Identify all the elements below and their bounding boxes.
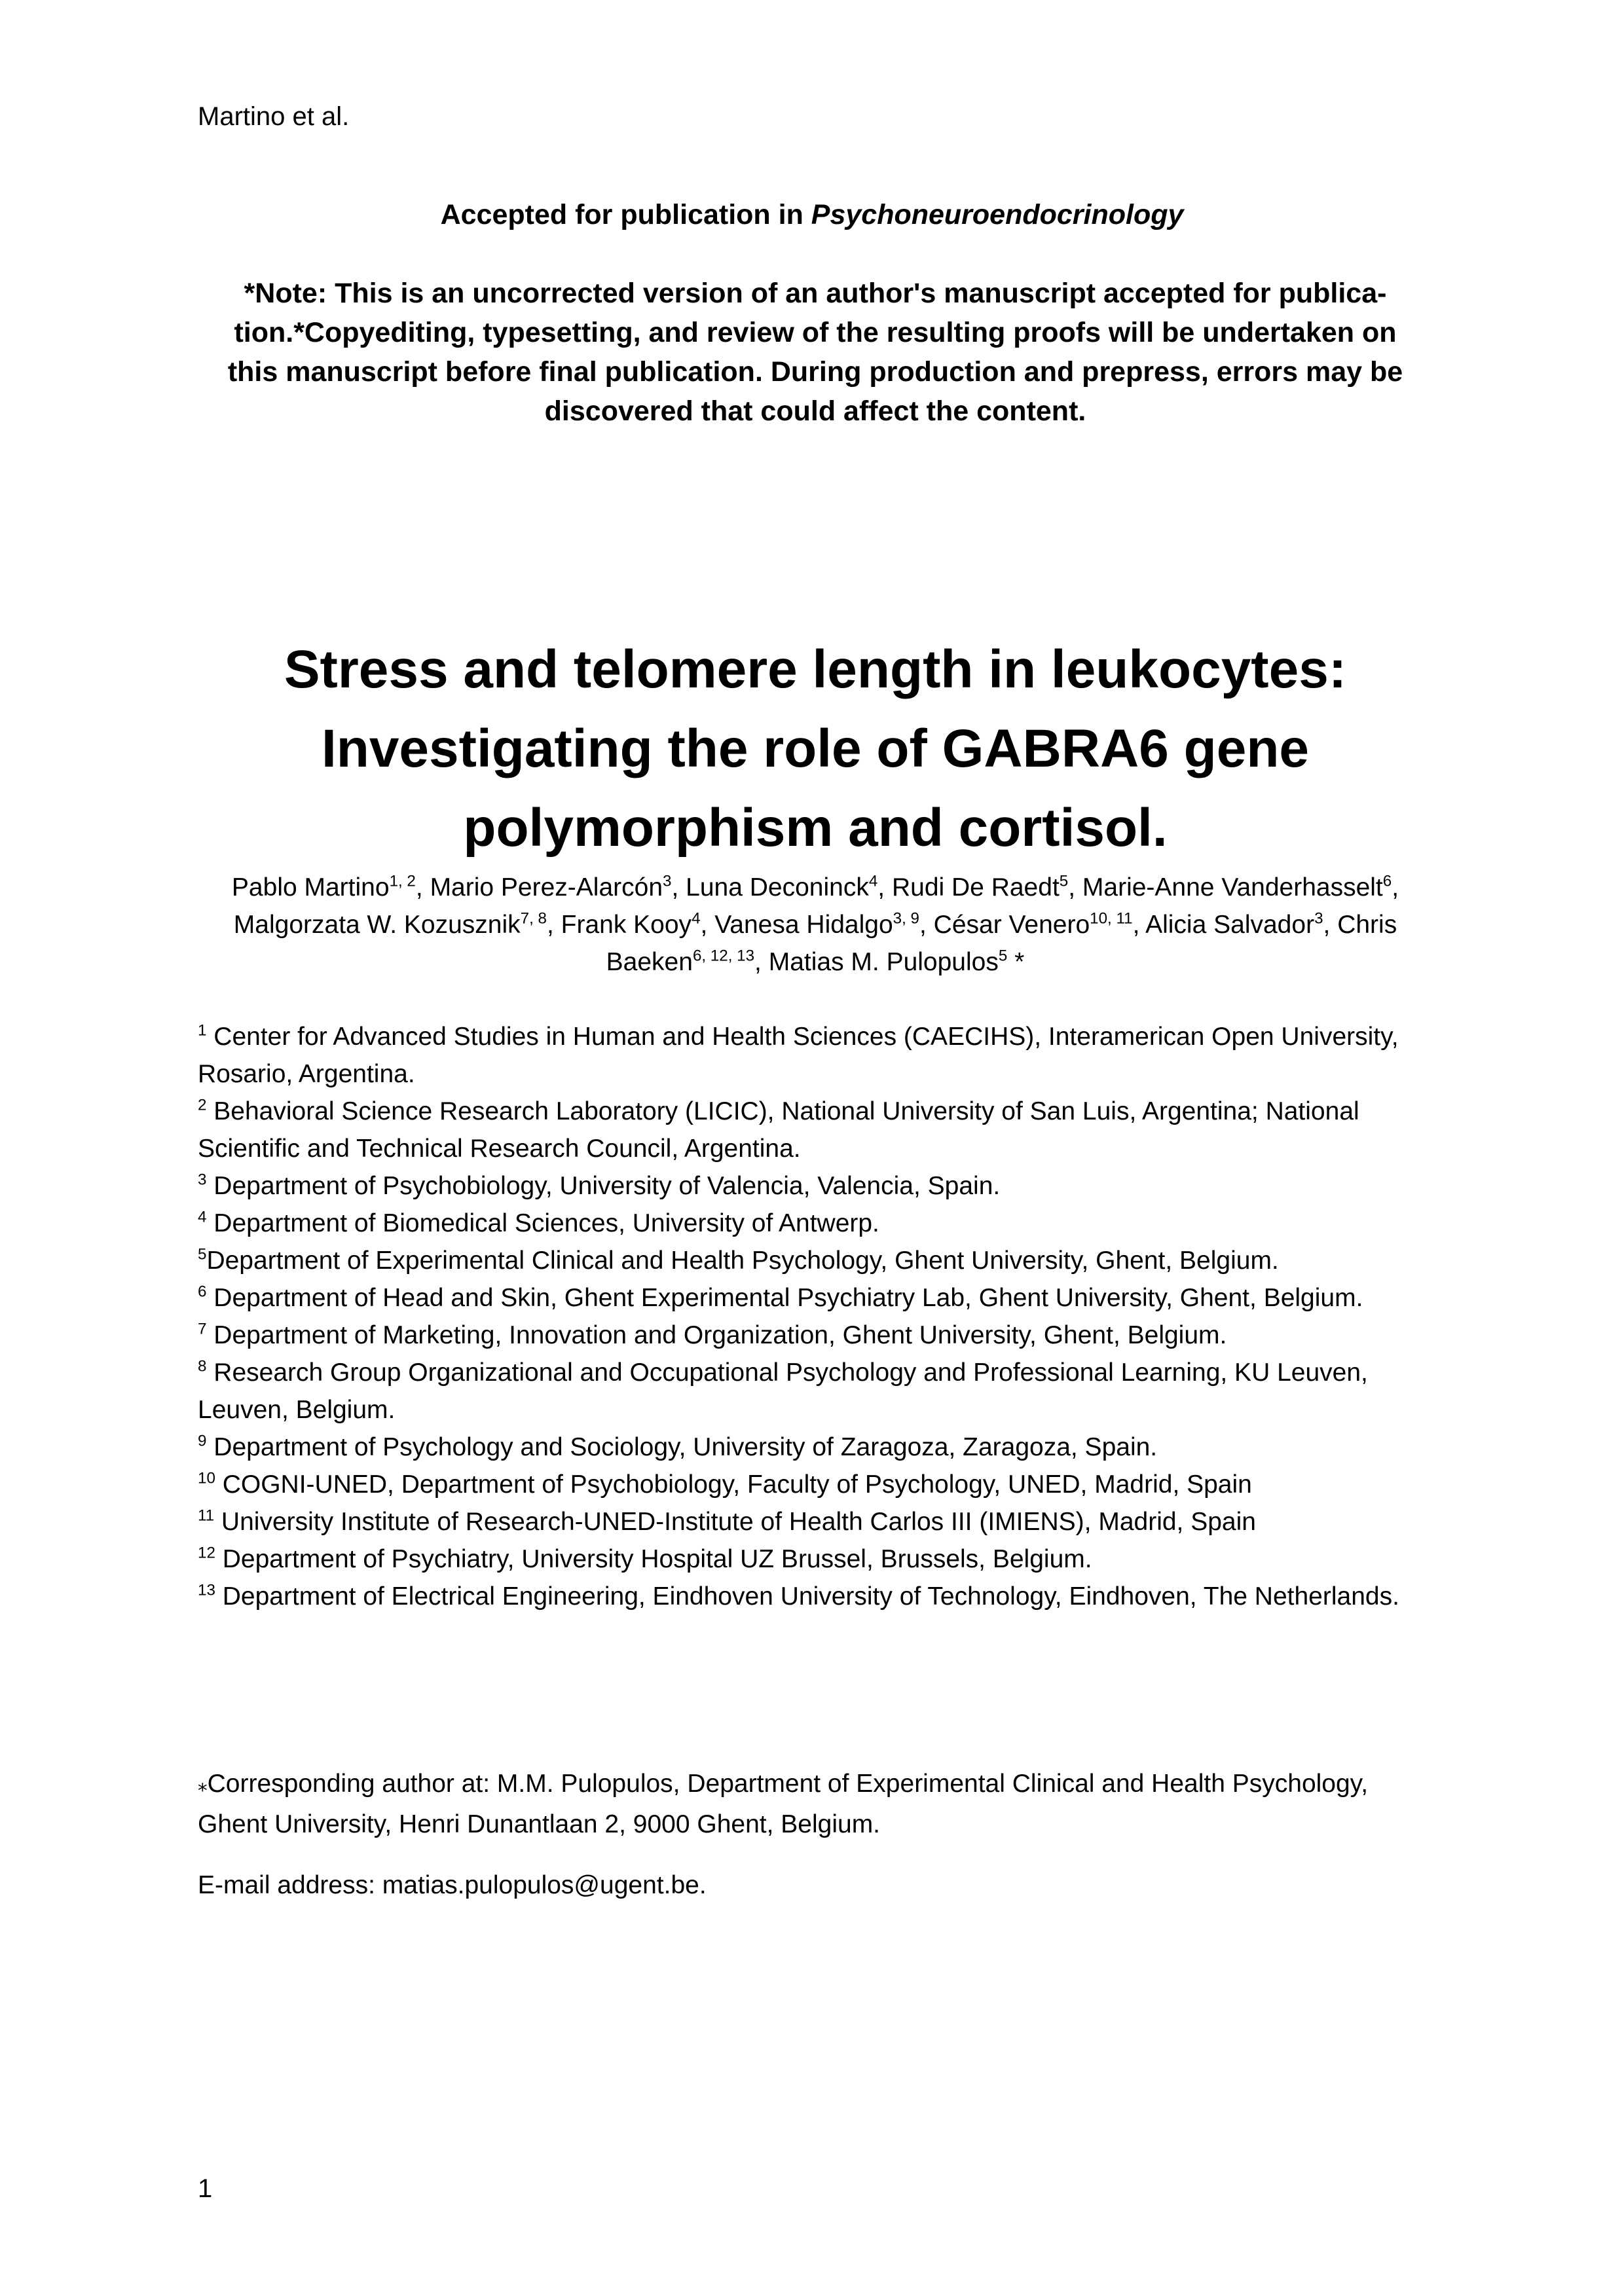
author-affiliation: 3, 9 — [893, 909, 919, 928]
affiliation-text: Center for Advanced Studies in Human and Health Sciences (CAECIHS), Interamerican Open University, Rosario, Argentina. — [198, 1023, 1399, 1088]
affiliation-item — [198, 1242, 1442, 1279]
affiliation-text: Department of Electrical Engineering, Eindhoven University of Technology, Eindhoven, The Netherlands. — [215, 1582, 1399, 1611]
author-affiliation: 3 — [1314, 909, 1323, 928]
author-affiliation: 4 — [868, 872, 878, 890]
separator: , — [1132, 911, 1146, 939]
affiliation-item — [198, 1018, 1442, 1093]
author-affiliation: 10, 11 — [1090, 909, 1133, 928]
affiliation-text: Department of Psychobiology, University of Valencia, Valencia, Spain. — [206, 1172, 1001, 1200]
note-line: *Note: This is an uncorrected version of an author's manuscript accepted for publica- — [244, 278, 1387, 309]
affiliation-number: 5 — [198, 1245, 207, 1264]
acceptance-notice — [0, 195, 1624, 234]
affiliation-number: 4 — [198, 1208, 207, 1226]
affiliation-item — [198, 1279, 1442, 1317]
author-name: Luna Deconinck — [686, 873, 869, 902]
affiliation-number: 10 — [198, 1469, 215, 1487]
email-label: E-mail address: — [198, 1871, 382, 1899]
affiliation-number: 6 — [198, 1283, 207, 1301]
author-affiliation: 1, 2 — [389, 872, 416, 890]
separator: , — [415, 873, 430, 902]
manuscript-note — [196, 274, 1434, 431]
affiliation-number: 9 — [198, 1432, 207, 1450]
affiliation-text: COGNI-UNED, Department of Psychobiology, Faculty of Psychology, UNED, Madrid, Spain — [215, 1470, 1252, 1499]
author-name: Rudi De Raedt — [891, 873, 1060, 902]
corresponding-author — [198, 1764, 1442, 1844]
affiliation-item — [198, 1503, 1442, 1540]
affiliation-number: 12 — [198, 1544, 215, 1562]
affiliation-text: Department of Marketing, Innovation and Organization, Ghent University, Ghent, Belgium. — [206, 1321, 1227, 1349]
affiliation-item — [198, 1466, 1442, 1503]
title-line: Investigating the role of GABRA6 gene — [321, 719, 1310, 778]
affiliation-item — [198, 1167, 1442, 1205]
separator: , — [1068, 873, 1082, 902]
author-name: Frank Kooy — [561, 911, 692, 939]
author-name: Vanesa Hidalgo — [714, 911, 893, 939]
affiliation-item — [198, 1317, 1442, 1354]
affiliation-item — [198, 1429, 1442, 1466]
author-name: Marie-Anne Vanderhasselt — [1082, 873, 1383, 902]
title-line: polymorphism and cortisol. — [463, 798, 1168, 858]
affiliation-item — [198, 1540, 1442, 1578]
affiliation-item — [198, 1205, 1442, 1242]
asterisk-icon: ⁎ — [198, 1774, 208, 1796]
separator: , — [700, 911, 715, 939]
author-affiliation: 6, 12, 13 — [692, 947, 755, 965]
author-list — [196, 869, 1434, 981]
affiliation-number: 13 — [198, 1581, 215, 1599]
note-line: discovered that could affect the content. — [544, 395, 1086, 427]
separator: , — [1323, 911, 1338, 939]
running-head: Martino et al. — [198, 102, 350, 131]
email-address-link[interactable]: matias.pulopulos@ugent.be. — [382, 1871, 707, 1899]
affiliation-text: Department of Psychology and Sociology, University of Zaragoza, Zaragoza, Spain. — [206, 1433, 1158, 1461]
affiliation-text: Department of Experimental Clinical and Health Psychology, Ghent University, Ghent, Belgium. — [206, 1247, 1279, 1275]
separator: , — [546, 911, 561, 939]
affiliation-text: Research Group Organizational and Occupational Psychology and Professional Learning, KU Leuven, Leuven, Belgium. — [198, 1358, 1368, 1424]
separator: , — [919, 911, 934, 939]
affiliation-item — [198, 1354, 1442, 1429]
acceptance-prefix: Accepted for publication in — [440, 199, 811, 230]
affiliation-text: Department of Psychiatry, University Hospital UZ Brussel, Brussels, Belgium. — [215, 1545, 1092, 1573]
affiliation-text: University Institute of Research-UNED-Institute of Health Carlos III (IMIENS), Madrid, Spain — [214, 1508, 1256, 1536]
affiliation-number: 8 — [198, 1357, 207, 1376]
separator: * — [1007, 948, 1025, 976]
author-affiliation: 5 — [998, 947, 1008, 965]
affiliation-number: 2 — [198, 1096, 207, 1114]
author-name: César Venero — [933, 911, 1090, 939]
affiliation-number: 3 — [198, 1171, 207, 1189]
author-name: Pablo Martino — [231, 873, 390, 902]
author-name: Mario Perez-Alarcón — [430, 873, 663, 902]
email-line — [198, 1866, 707, 1905]
title-line: Stress and telomere length in leukocytes: — [284, 640, 1347, 699]
author-name: Malgorzata W. Kozusznik — [233, 911, 521, 939]
author-affiliation: 7, 8 — [520, 909, 547, 928]
affiliation-list — [198, 1018, 1442, 1615]
page-number: 1 — [198, 2174, 213, 2203]
paper-title — [196, 630, 1434, 867]
affiliation-text: Behavioral Science Research Laboratory (LICIC), National University of San Luis, Argentina; National Scientific and Technical Research Council, Argentina. — [198, 1097, 1359, 1163]
author-affiliation: 4 — [692, 909, 701, 928]
separator: , — [754, 948, 769, 976]
affiliation-text: Department of Biomedical Sciences, University of Antwerp. — [206, 1209, 879, 1237]
affiliation-number: 1 — [198, 1021, 207, 1040]
author-name: Matias M. Pulopulos — [768, 948, 999, 976]
journal-name: Psychoneuroendocrinology — [811, 199, 1184, 230]
author-name: Alicia Salvador — [1145, 911, 1315, 939]
note-line: tion.*Copyediting, typesetting, and review of the resulting proofs will be undertaken on — [234, 317, 1397, 348]
separator: , — [877, 873, 892, 902]
author-name: Chris Baeken — [606, 911, 1397, 976]
affiliation-number: 7 — [198, 1320, 207, 1338]
author-affiliation: 3 — [663, 872, 672, 890]
author-affiliation: 5 — [1059, 872, 1069, 890]
affiliation-item — [198, 1578, 1442, 1615]
separator: , — [671, 873, 686, 902]
separator: , — [1392, 873, 1399, 902]
affiliation-number: 11 — [198, 1506, 215, 1525]
author-affiliation: 6 — [1382, 872, 1392, 890]
affiliation-item — [198, 1093, 1442, 1167]
corresponding-text: Corresponding author at: M.M. Pulopulos, Department of Experimental Clinical and Health Psychology, Ghent University, Henri Dunantlaan 2, 9000 Ghent, Belgium. — [198, 1770, 1369, 1838]
affiliation-text: Department of Head and Skin, Ghent Experimental Psychiatry Lab, Ghent University, Ghent, Belgium. — [206, 1284, 1363, 1312]
note-line: this manuscript before final publication. During production and prepress, errors may be — [227, 356, 1403, 388]
